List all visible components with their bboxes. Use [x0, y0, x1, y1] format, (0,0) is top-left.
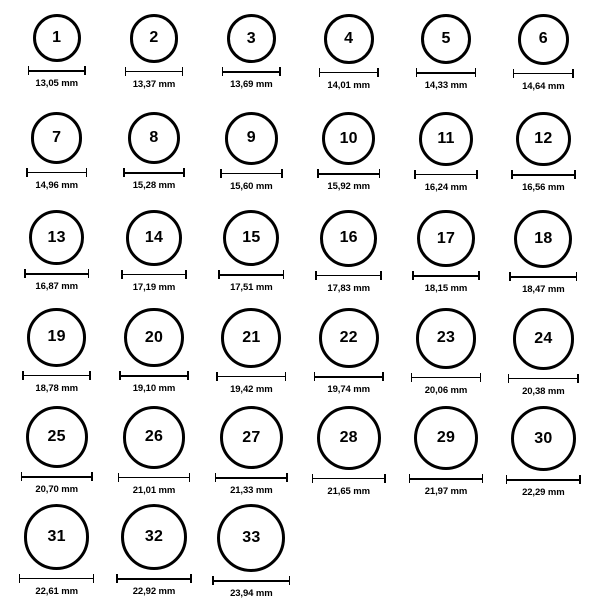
ring-circle [128, 112, 180, 164]
diameter-value: 21,97 mm [424, 486, 468, 498]
diameter-value: 14,96 mm [35, 179, 78, 191]
diameter-measure-bar [312, 474, 386, 483]
ring-circle [220, 406, 283, 469]
diameter-value: 21,65 mm [327, 485, 370, 497]
ring-circle [124, 308, 183, 367]
ring-circle [513, 308, 575, 370]
diameter-value: 17,19 mm [132, 281, 176, 293]
diameter-measure-bar [24, 269, 89, 278]
diameter-value: 15,92 mm [327, 181, 370, 193]
ring-size-cell [397, 406, 494, 504]
diameter-value: 13,37 mm [132, 78, 176, 90]
diameter-measure-bar [509, 272, 577, 281]
ring-size-cell [8, 406, 105, 504]
ring-circle [414, 406, 478, 470]
ring-size-label: 23 [436, 329, 456, 347]
ring-circle [419, 112, 473, 166]
ring-circle [319, 308, 379, 368]
diameter-measure-bar [116, 574, 192, 583]
ring-size-cell [495, 14, 592, 112]
ring-size-cell [8, 308, 105, 406]
ring-size-cell [397, 14, 494, 112]
ring-size-cell [300, 308, 397, 406]
ring-size-label: 13 [47, 228, 66, 246]
ring-size-label: 9 [246, 129, 256, 147]
ring-size-label: 6 [538, 30, 548, 48]
ring-size-cell [203, 504, 300, 602]
ring-size-cell [495, 112, 592, 210]
ring-size-label: 2 [149, 29, 159, 47]
ring-size-cell [8, 504, 105, 602]
diameter-measure-bar [125, 67, 184, 76]
diameter-measure-bar [411, 373, 482, 382]
ring-circle [225, 112, 278, 165]
diameter-value: 20,38 mm [522, 385, 565, 397]
ring-circle [130, 14, 179, 63]
diameter-measure-bar [414, 170, 478, 179]
diameter-value: 18,15 mm [424, 283, 468, 295]
diameter-value: 23,94 mm [230, 588, 273, 599]
ring-size-label: 16 [339, 229, 358, 247]
ring-size-label: 31 [47, 527, 66, 545]
ring-size-label: 20 [144, 328, 164, 346]
ring-size-cell [8, 112, 105, 210]
diameter-measure-bar [412, 271, 479, 280]
diameter-measure-bar [314, 372, 384, 381]
diameter-value: 15,28 mm [132, 180, 176, 192]
ring-circle [516, 112, 570, 166]
ring-size-label: 4 [344, 29, 354, 47]
ring-size-label: 15 [242, 229, 261, 247]
ring-size-cell [105, 308, 202, 406]
ring-size-label: 1 [52, 29, 62, 46]
ring-size-label: 3 [246, 29, 256, 47]
diameter-measure-bar [508, 374, 580, 383]
ring-size-label: 32 [144, 528, 164, 546]
diameter-value: 19,74 mm [327, 384, 370, 396]
ring-size-cell [105, 504, 202, 602]
diameter-measure-bar [220, 169, 283, 178]
diameter-measure-bar [212, 576, 290, 585]
ring-circle [31, 112, 83, 164]
ring-circle [514, 210, 572, 268]
diameter-measure-bar [511, 170, 575, 179]
diameter-measure-bar [319, 68, 379, 77]
ring-size-cell [495, 210, 592, 308]
ring-circle [417, 210, 474, 267]
ring-size-cell [105, 406, 202, 504]
ring-circle [126, 210, 182, 266]
diameter-value: 18,78 mm [35, 382, 78, 394]
ring-size-label: 11 [437, 129, 455, 147]
ring-size-cell [203, 308, 300, 406]
ring-circle [33, 14, 81, 62]
ring-size-label: 28 [339, 428, 358, 446]
diameter-measure-bar [118, 473, 191, 482]
ring-size-cell [203, 210, 300, 308]
diameter-value: 14,01 mm [327, 79, 370, 91]
diameter-measure-bar [317, 169, 380, 178]
ring-size-cell [203, 14, 300, 112]
ring-size-label: 17 [436, 229, 456, 247]
ring-size-label: 14 [144, 228, 164, 246]
diameter-measure-bar [315, 271, 382, 280]
ring-circle [26, 406, 88, 468]
diameter-value: 20,06 mm [424, 384, 468, 396]
ring-size-cell [397, 210, 494, 308]
ring-circle [217, 504, 285, 572]
diameter-value: 17,51 mm [230, 282, 273, 294]
diameter-measure-bar [21, 472, 93, 481]
diameter-measure-bar [513, 69, 574, 78]
diameter-measure-bar [19, 574, 95, 583]
ring-size-label: 7 [52, 128, 62, 146]
ring-circle [227, 14, 276, 63]
ring-size-cell [105, 210, 202, 308]
ring-size-cell [300, 14, 397, 112]
diameter-value: 13,05 mm [35, 78, 78, 89]
ring-circle [27, 308, 86, 367]
ring-size-cell [495, 308, 592, 406]
ring-size-label: 29 [436, 429, 456, 447]
ring-circle [320, 210, 377, 267]
diameter-value: 22,61 mm [35, 585, 78, 597]
ring-circle [421, 14, 471, 64]
diameter-measure-bar [216, 372, 286, 381]
diameter-value: 19,42 mm [230, 383, 273, 395]
ring-circle [511, 406, 576, 471]
diameter-measure-bar [409, 474, 483, 483]
ring-size-label: 12 [534, 130, 553, 148]
ring-size-label: 10 [339, 129, 358, 147]
diameter-measure-bar [28, 66, 86, 75]
ring-size-label: 18 [534, 230, 553, 247]
ring-circle [324, 14, 374, 64]
ring-size-label: 21 [242, 328, 261, 346]
diameter-measure-bar [123, 168, 185, 177]
diameter-value: 22,29 mm [522, 487, 565, 498]
diameter-value: 21,33 mm [230, 485, 273, 497]
ring-size-label: 30 [534, 429, 553, 447]
ring-size-label: 27 [242, 428, 261, 446]
ring-size-label: 19 [47, 328, 66, 346]
diameter-value: 20,70 mm [35, 484, 78, 495]
diameter-measure-bar [416, 68, 476, 77]
diameter-value: 16,87 mm [35, 281, 78, 292]
diameter-measure-bar [215, 473, 288, 482]
ring-size-label: 8 [149, 129, 159, 147]
ring-size-label: 33 [242, 529, 261, 546]
ring-size-cell [8, 210, 105, 308]
ring-size-cell [397, 308, 494, 406]
ring-circle [317, 406, 381, 470]
ring-size-cell [203, 406, 300, 504]
diameter-value: 21,01 mm [132, 484, 176, 496]
ring-size-cell [8, 14, 105, 112]
diameter-measure-bar [22, 371, 91, 380]
ring-circle [221, 308, 281, 368]
ring-size-label: 26 [144, 428, 164, 446]
diameter-measure-bar [119, 371, 188, 380]
ring-circle [29, 210, 84, 265]
diameter-value: 17,83 mm [327, 282, 370, 294]
diameter-value: 19,10 mm [132, 383, 176, 395]
ring-circle [123, 406, 186, 469]
diameter-value: 16,56 mm [522, 182, 565, 194]
ring-size-cell [300, 406, 397, 504]
diameter-measure-bar [121, 270, 187, 279]
diameter-measure-bar [26, 168, 88, 177]
diameter-measure-bar [218, 270, 284, 279]
ring-circle [121, 504, 187, 570]
ring-size-cell [300, 210, 397, 308]
diameter-value: 22,92 mm [132, 586, 176, 598]
diameter-measure-bar [222, 67, 281, 76]
ring-circle [518, 14, 569, 65]
ring-circle [223, 210, 279, 266]
ring-size-cell [495, 406, 592, 504]
ring-size-label: 22 [339, 329, 358, 347]
diameter-value: 16,24 mm [424, 181, 468, 193]
ring-size-label: 24 [534, 329, 553, 347]
diameter-value: 15,60 mm [230, 180, 273, 192]
ring-circle [24, 504, 90, 570]
ring-size-cell [105, 14, 202, 112]
ring-circle [416, 308, 477, 369]
ring-size-cell [300, 112, 397, 210]
diameter-measure-bar [506, 475, 581, 484]
diameter-value: 14,64 mm [522, 80, 565, 92]
ring-circle [322, 112, 375, 165]
diameter-value: 18,47 mm [522, 284, 565, 295]
ring-size-cell [105, 112, 202, 210]
ring-size-cell [397, 112, 494, 210]
diameter-value: 14,33 mm [424, 80, 468, 92]
ring-size-label: 25 [47, 428, 66, 445]
diameter-value: 13,69 mm [230, 79, 273, 91]
ring-size-label: 5 [441, 30, 451, 48]
ring-size-cell [203, 112, 300, 210]
